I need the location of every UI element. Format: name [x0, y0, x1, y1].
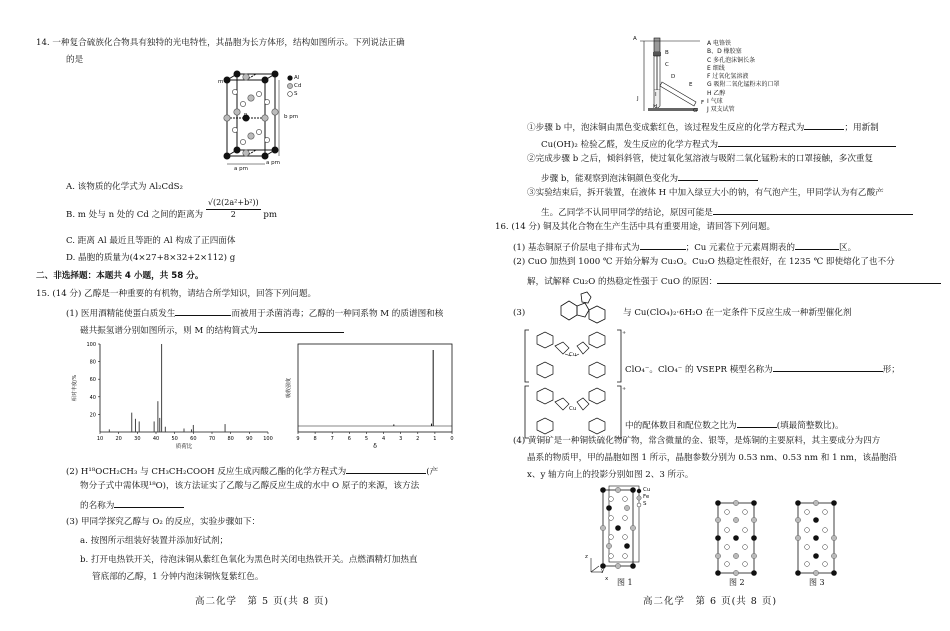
- q16-p1-text-c: 区。: [839, 243, 857, 253]
- app-label-a: A: [633, 36, 637, 42]
- nmr-x-tick-label: 1: [433, 436, 437, 442]
- ms-y-tick-label: 20: [89, 412, 96, 419]
- q15-p3-step-b-line2: 管底部的乙醇，1 分钟内泡沫铜恢复紫红色。: [92, 572, 264, 582]
- ms-x-tick-label: 30: [134, 436, 141, 442]
- q16-p2-text-b: 解，试解释 Cu₂O 的热稳定性强于 CuO 的原因：: [527, 277, 718, 287]
- q15-s3-line2: [541, 205, 913, 220]
- q15-p2-blank-1[interactable]: [346, 464, 426, 474]
- complex-1-cu: Cu: [569, 352, 577, 358]
- q14-option-b-fraction: [206, 198, 261, 221]
- q16-p2-line1: (2) CuO 加热到 1000 ℃ 开始分解为 Cu₂O。Cu₂O 热稳定性很好，在 1235 ℃ 即使熔化了也不分: [513, 257, 895, 267]
- ms-x-tick-label: 80: [227, 436, 234, 442]
- legend-s: S: [294, 91, 298, 97]
- ms-x-tick-label: 20: [115, 436, 122, 442]
- q14-option-c: C. 距离 Al 最近且等距的 Al 构成了正四面体: [66, 236, 236, 246]
- q16-p3-line3: [625, 418, 844, 433]
- q15-s2-line1: ②完成步骤 b 之后，倾斜斜管，使过氧化氢溶液与吸附二氧化锰粉末的口罩接触，多次重复: [527, 154, 874, 164]
- q16-p3-text-f: (填最简整数比)。: [776, 421, 844, 431]
- q15-s1-text-a: ①步骤 b 中，泡沫铜由黑色变成紫红色，该过程发生反应的化学方程式为: [527, 123, 805, 133]
- q15-p2-blank-2[interactable]: [114, 498, 184, 508]
- apparatus-legend-f: F 过氧化氢溶液: [707, 73, 749, 81]
- q15-p1-line1: [66, 306, 443, 321]
- q15-p1-text-a: (1) 医用酒精能使蛋白质发生: [66, 309, 176, 319]
- q16-p3-text-e: 中的配体数目和配位数之比为: [625, 421, 737, 431]
- ms-y-tick-label: 80: [89, 359, 96, 366]
- q15-s1-blank-2[interactable]: [718, 137, 896, 147]
- nmr-x-tick-label: 7: [330, 436, 334, 442]
- q16-p3-blank-1[interactable]: [773, 362, 883, 372]
- q16-p1-text-b: ；Cu 元素位于元素周期表的: [685, 243, 795, 253]
- app-label-i: I: [655, 92, 657, 98]
- q15-p2-line2: 物分子式中需体现¹⁸O)，该方法证实了乙酸与乙醇反应生成的水中 O 原子的来源，该方法: [80, 481, 420, 491]
- section-2-heading: 二、非选择题：本题共 4 小题，共 58 分。: [36, 271, 204, 281]
- q15-p2-text-b: (产: [426, 467, 439, 477]
- legend-al: Al: [294, 75, 300, 81]
- ms-y-tick-label: 100: [86, 342, 96, 348]
- q14-option-b-numerator: √(2(2a²+b²)): [206, 198, 261, 210]
- q15-p1-text-b: 而被用于杀菌消毒；乙醇的一种同系物 M 的质谱图和核: [231, 309, 444, 319]
- q15-s2-line2: [541, 171, 758, 186]
- fig1-axis-x: x: [605, 576, 609, 582]
- q16-p2-blank[interactable]: [717, 274, 941, 284]
- q16-p3-text-c: ClO₄⁻。ClO₄⁻ 的 VSEPR 模型名称为: [625, 365, 773, 375]
- apparatus-legend-j: J 双支试管: [707, 106, 735, 114]
- fig1-axis-y: y: [601, 568, 605, 574]
- fig1-legend-s: S: [643, 501, 647, 507]
- app-label-h: H: [653, 104, 658, 110]
- nmr-frame: [298, 344, 452, 432]
- dim-a2: a pm: [266, 160, 280, 166]
- q16-p1-blank-2[interactable]: [795, 240, 839, 250]
- q15-s3-text-b: 生。乙同学不认同甲同学的结论，原因可能是: [541, 208, 713, 218]
- q16-p3-blank-2[interactable]: [737, 418, 777, 428]
- ms-x-tick-label: 70: [208, 436, 216, 442]
- svg-text:+: +: [622, 330, 627, 336]
- q15-p3-step-a: a. 按图所示组装好装置并添加好试剂；: [80, 536, 229, 546]
- complex-2-cu: Cu: [569, 406, 577, 412]
- legend-cd: Cd: [294, 83, 302, 89]
- q15-p3-step-b-line1: b. 打开电热铁开关，待泡沫铜从紫红色氧化为黑色时关闭电热铁开关。点燃酒精灯加热直: [80, 555, 418, 565]
- q16-p3-text-d: 形；: [882, 365, 900, 375]
- q16-p4-line2: 晶系的物质甲，甲的晶胞如图 1 所示，晶胞参数分别为 0.53 nm、0.53 nm 和 1 nm，该晶胞沿: [527, 453, 897, 463]
- q14-option-b-unit: pm: [263, 209, 278, 220]
- point-m: m: [218, 79, 224, 85]
- q15-p2-line1: [66, 464, 438, 479]
- nmr-x-tick-label: 6: [347, 436, 351, 442]
- q15-stem: 15. (14 分) 乙醇是一种重要的有机物，请结合所学知识，回答下列问题。: [36, 289, 317, 299]
- dim-a: a pm: [234, 166, 248, 172]
- figure-1-caption: 图 1: [617, 578, 633, 587]
- app-label-b: B: [665, 50, 669, 56]
- apparatus-legend-g: G 吸附二氧化锰粉末的口罩: [707, 81, 780, 89]
- q15-s1-line2: [541, 137, 896, 152]
- app-label-e: E: [689, 82, 693, 88]
- figure-2-caption: 图 2: [729, 578, 745, 587]
- mass-spectrum-chart: [68, 336, 278, 451]
- ms-x-tick-label: 90: [246, 436, 253, 442]
- q15-s3-line1: ③实验结束后，拆开装置，在液体 H 中加入绿豆大小的钠，有气泡产生，甲同学认为有乙酸产: [527, 188, 884, 198]
- ms-x-tick-label: 60: [190, 436, 197, 442]
- q15-p2-line3: [80, 498, 184, 513]
- q15-p1-text-c: 磁共振氢谱分别如图所示，则 M 的结构简式为: [80, 326, 258, 336]
- apparatus-legend-e: E 细线: [707, 64, 725, 72]
- q15-p2-text-a: (2) H¹⁸OCH₂CH₃ 与 CH₃CH₂COOH 反应生成丙酸乙酯的化学方程式为: [66, 467, 347, 477]
- nmr-x-tick-label: 8: [313, 436, 317, 442]
- q14-option-b-denominator: 2: [230, 209, 236, 219]
- ms-y-axis-label: 相对丰度/%: [72, 374, 78, 402]
- nmr-x-tick-label: 4: [381, 436, 386, 442]
- app-label-j: J: [637, 96, 639, 102]
- q14-crystal-figure: [215, 72, 325, 172]
- ms-x-tick-label: 100: [263, 436, 273, 442]
- nmr-y-axis-label: 吸收强度: [286, 377, 292, 399]
- fig1-legend-fe: Fe: [643, 494, 650, 500]
- fig1-legend-cu: Cu: [643, 487, 651, 493]
- q14-option-b: [66, 198, 278, 221]
- figure-1-legend-dots: [635, 488, 643, 512]
- q14-option-a: A. 该物质的化学式为 Al₂CdS₂: [66, 182, 183, 192]
- q14-stem-line1: 14. 一种复合硫族化合物具有独特的光电特性，其晶胞为长方体形，结构如图所示。下列说法正确: [36, 38, 405, 48]
- apparatus-legend-h: H 乙醇: [707, 89, 726, 97]
- q16-p2-line2: [527, 274, 941, 289]
- figure-3-caption: 图 3: [809, 578, 825, 587]
- q15-s1-line1: [527, 120, 879, 135]
- dim-b: b pm: [284, 114, 299, 120]
- apparatus-legend-i: I 气球: [707, 98, 723, 106]
- q16-p1: [513, 240, 856, 255]
- fig1-axis-z: z: [585, 554, 588, 560]
- page-6-footer: 高二化学 第 6 页(共 8 页): [643, 596, 778, 607]
- app-label-f: F: [701, 100, 705, 106]
- q15-p1-blank-2[interactable]: [258, 323, 344, 333]
- ms-x-tick-label: 50: [171, 436, 178, 442]
- app-label-c: C: [665, 62, 669, 68]
- q14-option-d: D. 晶胞的质量为(4×27+8×32+2×112) g: [66, 253, 236, 263]
- q16-p3-label: (3): [513, 308, 526, 318]
- q16-p4-line1: (4) 黄铜矿是一种铜铁硫化物矿物，常含微量的金、银等，是炼铜的主要原料，其主要成分为四方: [513, 436, 881, 446]
- ms-x-tick-label: 40: [152, 436, 160, 442]
- nmr-x-tick-label: 0: [450, 436, 454, 442]
- q15-s3-blank[interactable]: [713, 205, 913, 215]
- app-label-d: D: [671, 74, 676, 80]
- q15-s2-blank[interactable]: [678, 171, 758, 181]
- page-5-footer: 高二化学 第 5 页(共 8 页): [195, 596, 330, 607]
- q16-p4-line3: x、y 轴方向上的投影分别如图 2、3 所示。: [527, 470, 694, 480]
- point-n: n: [244, 112, 248, 118]
- svg-text:+: +: [622, 386, 627, 392]
- q15-s1-text-b: ；用新制: [844, 123, 879, 133]
- ms-y-tick-label: 60: [89, 377, 96, 384]
- ms-x-tick-label: 10: [96, 436, 104, 442]
- app-label-g: G: [693, 108, 698, 114]
- apparatus-legend-a: A 电铬铁: [707, 40, 732, 47]
- q16-p1-blank-1[interactable]: [640, 240, 686, 250]
- q14-option-b-text: B. m 处与 n 处的 Cd 之间的距离为: [66, 209, 204, 220]
- apparatus-legend-c: C 多孔泡沫铜长条: [707, 56, 756, 64]
- nmr-x-tick-label: 5: [364, 436, 369, 442]
- q15-s2-text-b: 步骤 b，能观察到泡沫铜颜色变化为: [541, 174, 679, 184]
- nmr-x-tick-label: 9: [296, 436, 300, 442]
- ms-y-tick-label: 40: [89, 394, 96, 401]
- q15-p3: (3) 甲同学探究乙醇与 O₂ 的反应，实验步骤如下：: [66, 517, 261, 527]
- q14-stem-line2: 的是: [66, 55, 84, 65]
- page-6: [475, 0, 950, 631]
- q16-p3-line1: 与 Cu(ClO₄)₂·6H₂O 在一定条件下反应生成一种新型催化剂: [623, 308, 852, 318]
- q16-p3-line2: [625, 362, 900, 377]
- ms-x-axis-label: 质荷比: [175, 444, 193, 450]
- q15-s1-text-c: Cu(OH)₂ 检验乙醛，发生反应的化学方程式为: [541, 140, 719, 150]
- apparatus-legend: [707, 40, 780, 115]
- nmr-x-tick-label: 2: [416, 436, 420, 442]
- q15-s1-blank-1[interactable]: [804, 120, 844, 130]
- nmr-x-tick-label: 3: [399, 436, 403, 442]
- nmr-x-axis-label: δ: [373, 443, 377, 450]
- figure-2-projection: [715, 500, 759, 576]
- q16-p1-text-a: (1) 基态铜原子价层电子排布式为: [513, 243, 640, 253]
- q15-p2-text-d: 的名称为: [80, 501, 115, 511]
- q16-stem: 16. (14 分) 铜及其化合物在生产生活中具有重要用途，请回答下列问题。: [495, 222, 776, 232]
- apparatus-legend-bd: B、D 橡胶塞: [707, 48, 742, 56]
- q15-p1-blank-1[interactable]: [175, 306, 231, 316]
- figure-3-projection: [795, 500, 839, 576]
- nmr-chart: [284, 336, 459, 451]
